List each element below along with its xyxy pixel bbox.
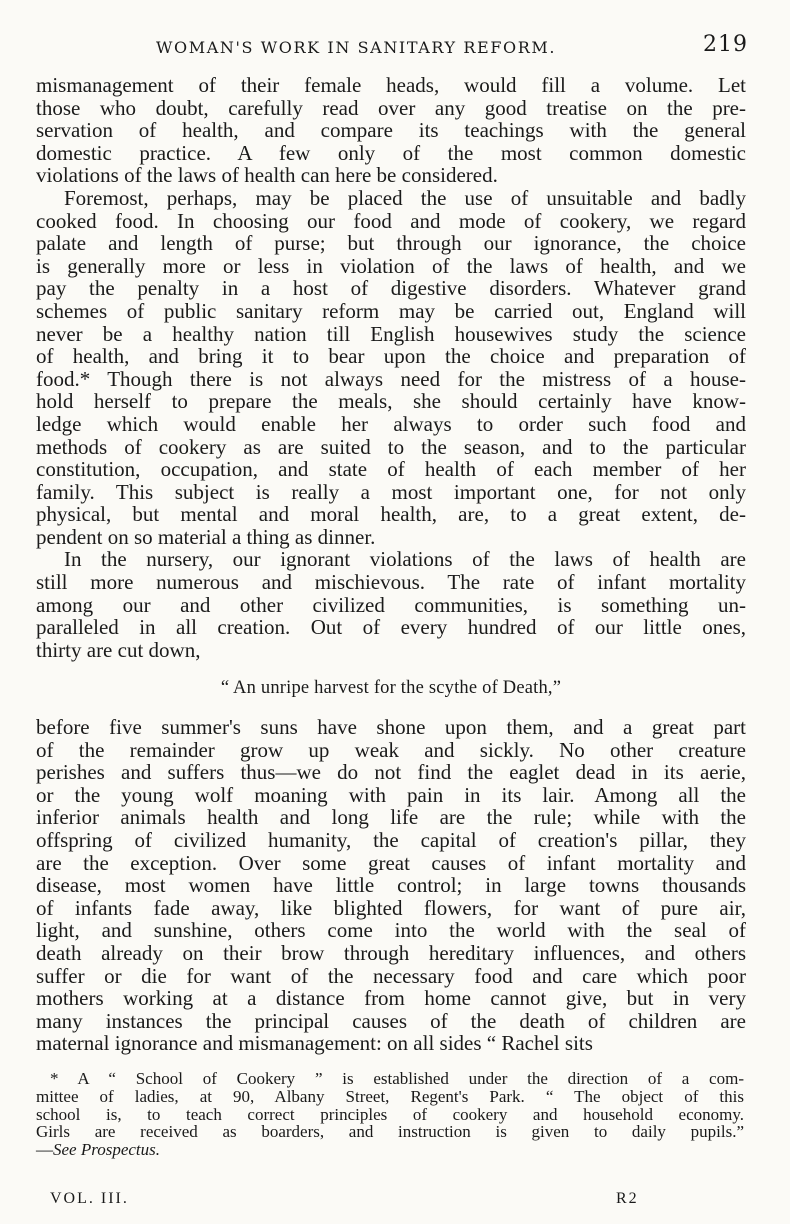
footnote-line: mittee of ladies, at 90, Albany Street, Regent's Park. “ The object of this [36,1086,744,1106]
text-line: offspring of civilized humanity, the capital of creation's pillar, they [36,828,746,852]
text-line: In the nursery, our ignorant violations of the laws of health are [64,547,746,572]
text-line: inferior animals health and long life are the rule; while with the [36,805,746,830]
text-line: ledge which would enable her always to order such food and [36,411,746,436]
text-line: many instances the principal causes of the death of children are [36,1008,746,1033]
text-line: those who doubt, carefully read over any good treatise on the pre- [36,95,746,120]
body-text [36,74,746,1055]
text-line: among our and other civilized communities, is something un- [36,592,746,617]
text-line: suffer or die for want of the necessary food and care which poor [36,963,746,988]
text-line: thirty are cut down, [36,637,201,662]
text-line: food.* Though there is not always need for the mistress of a house- [36,366,746,391]
text-line: mothers working at a distance from home cannot give, but in very [36,986,746,1011]
text-line: of the remainder grow up weak and sickly. No other creature [36,737,746,762]
footnote [36,1070,744,1159]
verse-quotation: “ An unripe harvest for the scythe of Death,” [220,678,562,699]
text-line: constitution, occupation, and state of health of each member of her [36,457,746,482]
footnote-line: school is, to teach correct principles of cookery and household economy. [36,1104,744,1124]
text-line: never be a healthy nation till English housewives study the science [36,321,746,346]
signature-mark: R2 [616,1190,639,1207]
page-header [38,32,750,66]
text-line: physical, but mental and moral health, are, to a great extent, de- [36,502,746,527]
text-line: light, and sunshine, others come into the world with the seal of [36,918,746,943]
paragraph-2 [36,187,746,549]
text-line: servation of health, and compare its teachings with the general [36,118,746,143]
text-line: violations of the laws of health can here be considered. [36,163,498,188]
text-line: before five summer's suns have shone upon them, and a great part [36,715,746,740]
text-line: pay the penalty in a host of digestive disorders. Whatever grand [36,276,746,301]
text-line: schemes of public sanitary reform may be carried out, England will [36,298,746,323]
running-title: WOMAN'S WORK IN SANITARY REFORM. [156,38,557,57]
text-line: death already on their brow through hereditary influences, and others [36,940,746,965]
text-line: family. This subject is really a most important one, for not only [36,479,746,504]
footnote-see-line [36,1141,744,1159]
footnote-dash: — [36,1140,53,1160]
signature-line [36,1190,746,1212]
paragraph-4 [36,716,746,1055]
text-line: of health, and bring it to bear upon the choice and preparation of [36,344,746,369]
text-line: mismanagement of their female heads, would fill a volume. Let [36,73,746,97]
footnote-line: Girls are received as boarders, and instruction is given to daily pupils.” [36,1122,744,1142]
volume-label: VOL. III. [50,1190,129,1207]
text-line: are the exception. Over some great causes of infant mortality and [36,850,746,875]
text-line: or the young wolf moaning with pain in its lair. Among all the [36,782,746,807]
text-line: Foremost, perhaps, may be placed the use of unsuitable and badly [64,185,746,210]
footnote-line: * A “ School of Cookery ” is established under the direction of a com- [50,1069,744,1088]
text-line: still more numerous and mischievous. The rate of infant mortality [36,570,746,595]
text-line: paralleled in all creation. Out of every hundred of our little ones, [36,615,746,640]
text-line: disease, most women have little control; in large towns thousands [36,873,746,898]
text-line: perishes and suffers thus—we do not find the eaglet dead in its aerie, [36,760,746,785]
text-line: methods of cookery as are suited to the season, and to the particular [36,434,746,459]
footnote-reference: See Prospectus. [53,1140,161,1160]
footnote-lines [36,1070,744,1141]
text-line: cooked food. In choosing our food and mode of cookery, we regard [36,208,746,233]
text-line: is generally more or less in violation of the laws of health, and we [36,253,746,278]
paragraph-3 [36,548,746,661]
paragraph-1 [36,74,746,187]
text-line: hold herself to prepare the meals, she should certainly have know- [36,389,746,414]
page-number: 219 [703,32,748,57]
text-line: pendent on so material a thing as dinner. [36,524,376,549]
text-line: palate and length of purse; but through our ignorance, the choice [36,231,746,256]
text-line: maternal ignorance and mismanagement: on all sides “ Rachel sits [36,1031,593,1056]
text-line: domestic practice. A few only of the most common domestic [36,140,746,165]
text-line: of infants fade away, like blighted flowers, for want of pure air, [36,895,746,920]
